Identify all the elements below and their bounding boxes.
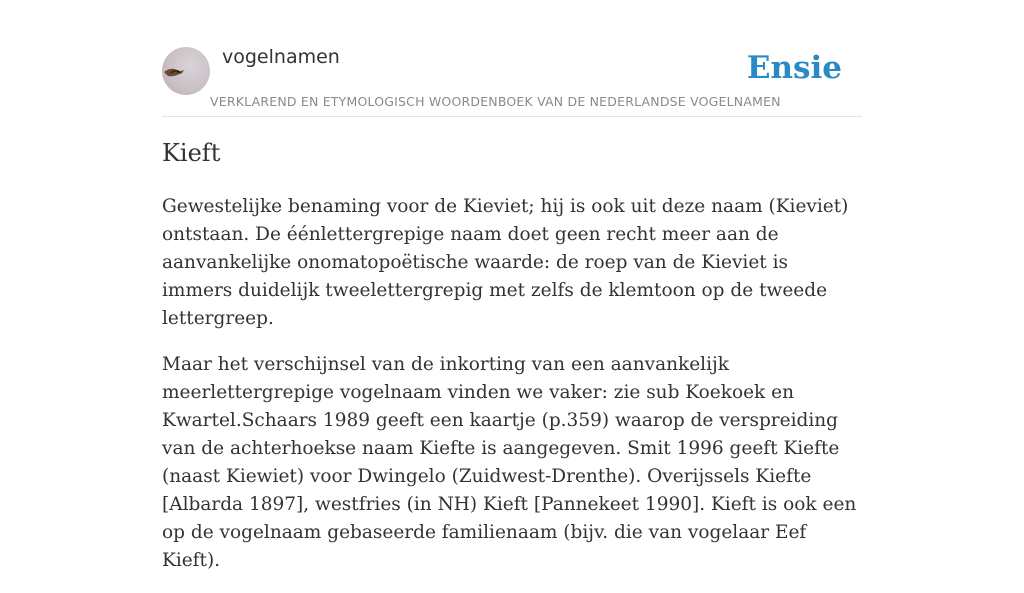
entry-title: Kieft xyxy=(162,139,221,167)
entry-content xyxy=(162,193,862,593)
entry-paragraph: Gewestelijke benaming voor de Kieviet; hij is ook uit deze naam (Kieviet) ontstaan. De éénlettergrepige naam doet geen recht meer aan de aanvankelijke onomatopoëtische waarde: de roep van de Kieviet is immers duidelijk tweelettergrepig met zelfs de klemtoon op de tweede lettergreep. xyxy=(162,196,849,329)
entry-paragraph: Maar het verschijnsel van de inkorting van een aanvankelijk meerlettergrepige vogelnaam vinden we vaker: zie sub Koekoek en Kwartel.Schaars 1989 geeft een kaartje (p.359) waarop de verspreiding van de achterhoekse naam Kiefte is aangegeven. Smit 1996 geeft Kiefte (naast Kiewiet) voor Dwingelo (Zuidwest-Drenthe). Overijssels Kiefte [Albarda 1897], westfries (in NH) Kieft [Pannekeet 1990]. Kieft is ook een op de vogelnaam gebaseerde familienaam (bijv. die van vogelaar Eef Kieft). xyxy=(162,354,857,571)
site-header xyxy=(162,0,862,117)
page-container xyxy=(162,0,862,571)
bird-avatar[interactable] xyxy=(162,47,210,95)
site-name[interactable]: vogelnamen xyxy=(222,46,340,68)
bird-icon xyxy=(162,47,210,95)
ensie-logo[interactable]: Ensie xyxy=(746,50,842,86)
site-tagline: VERKLAREND EN ETYMOLOGISCH WOORDENBOEK VAN DE NEDERLANDSE VOGELNAMEN xyxy=(210,94,781,109)
